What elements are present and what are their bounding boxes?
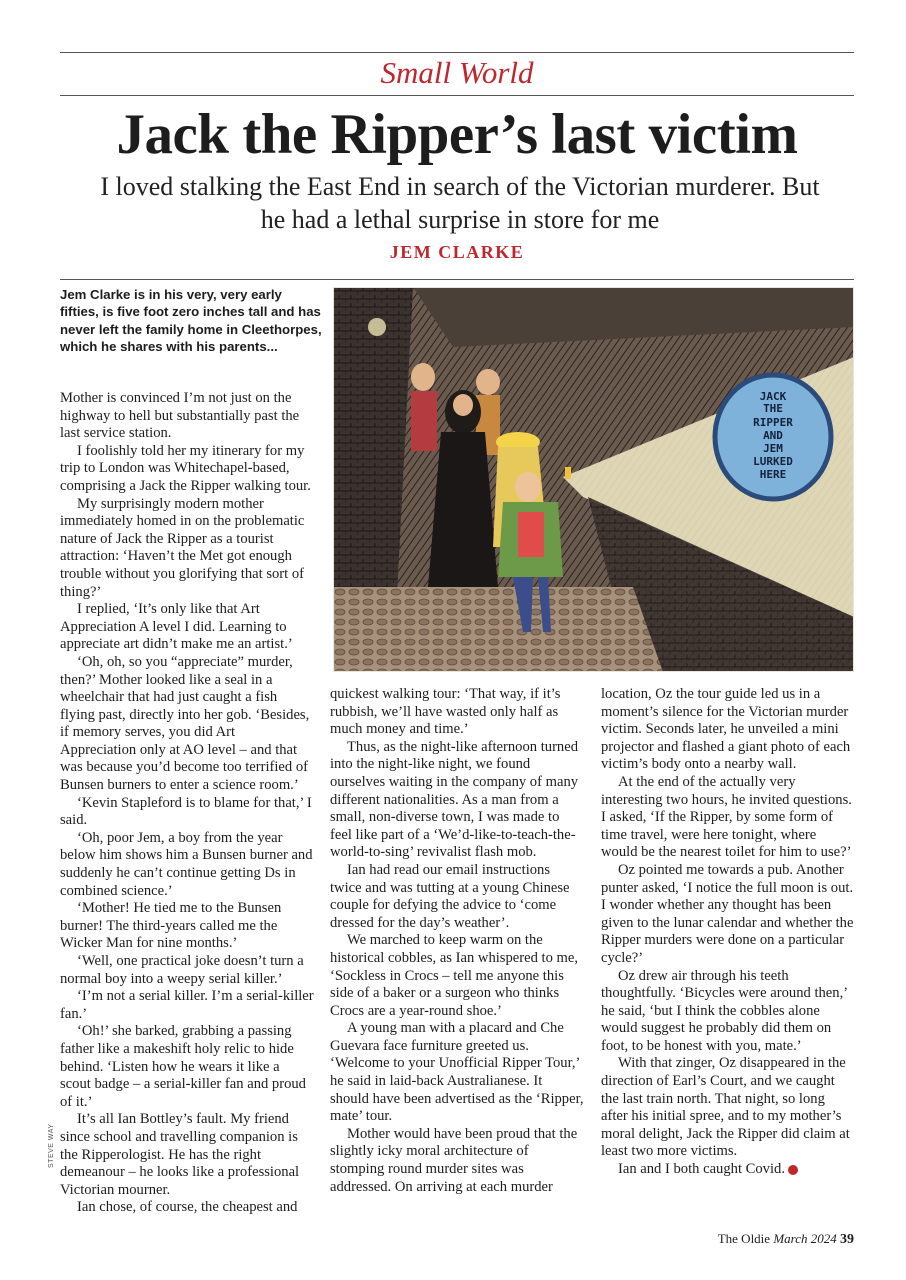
paragraph: I replied, ‘It’s only like that Art Appreciation A level I did. Learning to appreciate art didn’t make me an artist.’ bbox=[60, 601, 293, 653]
paragraph: My surprisingly modern mother immediately homed in on the problematic nature of Jack the Ripper as a tourist attraction: ‘Haven’t the Met got enough trouble without you glorifying that sort of thing?’ bbox=[60, 495, 305, 600]
headline: Jack the Ripper’s last victim bbox=[116, 103, 798, 166]
paragraph: Thus, as the night-like afternoon turned into the night-like night, we found ourselves waiting in the company of many different nationalities. As a man from a small, non-diverse town, I was made to feel like part of a ‘We’d-like-to-teach-the-world-to-sing’ revivalist flash mob. bbox=[330, 738, 579, 861]
sign-line: LURKED bbox=[753, 455, 793, 468]
paragraph: At the end of the actually very interesting two hours, he invited questions. I asked, ‘If the Ripper, by some form of time travel, were here tonight, where would be the nearest toilet for him to use?’ bbox=[601, 773, 852, 861]
section-rule bbox=[60, 95, 854, 96]
sign-line: HERE bbox=[759, 468, 787, 481]
cobbled-street bbox=[333, 587, 663, 672]
paragraph: ‘Oh, oh, so you “appreciate” murder, then?’ Mother looked like a seal in a wheelchair that had just caught a fish flying past, directly into her gob. ‘Besides, if memory serves, you did Art Appreciation only at AO level – and that was because you’d become too terrified of Bunsen burners to enter a science room.’ bbox=[60, 653, 310, 794]
paragraph: ‘Oh, poor Jem, a boy from the year below him shows him a Bunsen burner and suddenly he can’t continue getting Ds in combined science.’ bbox=[60, 829, 313, 899]
header-rule bbox=[60, 279, 854, 280]
standfirst: I loved stalking the East End in search of the Victorian murderer. But he had a lethal surprise in store for me bbox=[100, 172, 820, 234]
byline: JEM CLARKE bbox=[389, 242, 525, 262]
moon-icon bbox=[368, 318, 386, 336]
body-column-3 bbox=[601, 686, 855, 1179]
author-intro: Jem Clarke is in his very, very early fifties, is five foot zero inches tall and has never left the family home in Cleethorpes, which he shares with his parents... bbox=[60, 287, 322, 355]
sign-line: AND bbox=[763, 429, 783, 442]
paragraph: Ian and I both caught Covid. bbox=[601, 1161, 855, 1179]
paragraph: I foolishly told her my itinerary for my trip to London was Whitechapel-based, comprising a Jack the Ripper walking tour. bbox=[60, 442, 311, 494]
paragraph: ‘Well, one practical joke doesn’t turn a normal boy into a weepy serial killer.’ bbox=[60, 953, 304, 987]
issue-date: March 2024 bbox=[773, 1231, 837, 1246]
paragraph: Oz drew air through his teeth thoughtfully. ‘Bicycles were around then,’ he said, ‘but I think the cobbles alone would suggest he probably did them on foot, to be honest with you, mate.’ bbox=[601, 967, 847, 1054]
paragraph: Mother would have been proud that the slightly icky moral architecture of stomping round murder sites was addressed. On arriving at each murder bbox=[330, 1125, 578, 1195]
paragraph: Mother is convinced I’m not just on the highway to hell but substantially past the last service station. bbox=[60, 390, 300, 442]
paragraph: Ian chose, of course, the cheapest and bbox=[77, 1199, 298, 1216]
illustration bbox=[333, 287, 854, 672]
body-column-1 bbox=[60, 390, 314, 1217]
illustration-credit: STEVE WAY bbox=[48, 1123, 55, 1168]
paragraph: It’s all Ian Bottley’s fault. My friend since school and travelling companion is the Ripperologist. He has the right demeanour – he looks like a professional Victorian mourner. bbox=[60, 1111, 300, 1198]
section-title: Small World bbox=[380, 55, 534, 90]
end-mark-icon bbox=[788, 1165, 798, 1175]
publication-name: The Oldie bbox=[717, 1231, 771, 1246]
paragraph: With that zinger, Oz disappeared in the direction of Earl’s Court, and we caught the last train north. That night, so long after his initial spree, and to my mother’s moral delight, Jack the Ripper did claim at least two more victims. bbox=[601, 1055, 850, 1160]
sign-line: THE bbox=[763, 402, 783, 415]
sign-line: JACK bbox=[759, 390, 787, 403]
paragraph: ‘Kevin Stapleford is to blame for that,’ I said. bbox=[60, 794, 312, 829]
sign-line: JEM bbox=[763, 442, 783, 455]
sign-line: RIPPER bbox=[753, 416, 793, 429]
paragraph: Oz pointed me towards a pub. Another punter asked, ‘I notice the full moon is out. I wonder whether any thought has been given to the lunar calendar and whether the Ripper murders were done on a particular cycle?’ bbox=[601, 861, 854, 966]
paragraph: location, Oz the tour guide led us in a moment’s silence for the Victorian murder victim. Seconds later, he unveiled a mini projector and flashed a giant photo of each victim’s body onto a nearby wall. bbox=[601, 686, 851, 773]
paragraph: ‘Oh!’ she barked, grabbing a passing father like a makeshift holy relic to hide behind. ‘Listen how he wears it like a scout badge – a serial-killer fan and proud of it.’ bbox=[60, 1023, 306, 1110]
paragraph: quickest walking tour: ‘That way, if it’s rubbish, we’ll have wasted only half as much money and time.’ bbox=[330, 686, 561, 738]
paragraph: ‘Mother! He tied me to the Bunsen burner! The third-years called me the Wicker Man for nine months.’ bbox=[60, 900, 282, 952]
paragraph: We marched to keep warm on the historical cobbles, as Ian whispered to me, ‘Sockless in Crocs – tell me anyone this side of a baker or a surgeon who thinks Crocs are a year-round shoe.’ bbox=[330, 932, 579, 1019]
paragraph: A young man with a placard and Che Guevara face furniture greeted us. ‘Welcome to your Unofficial Ripper Tour,’ he said in laid-back Australianese. It should have been advertised as the ‘Ripper, mate’ tour. bbox=[330, 1020, 584, 1125]
page-number: 39 bbox=[840, 1232, 854, 1247]
paragraph: ‘I’m not a serial killer. I’m a serial-killer fan.’ bbox=[60, 988, 314, 1022]
page-footer bbox=[718, 1231, 854, 1248]
paragraph: Ian had read our email instructions twice and was tutting at a young Chinese couple for defying the advice to ‘come dressed for the day’s weather’. bbox=[330, 861, 570, 931]
body-column-2 bbox=[330, 686, 584, 1196]
